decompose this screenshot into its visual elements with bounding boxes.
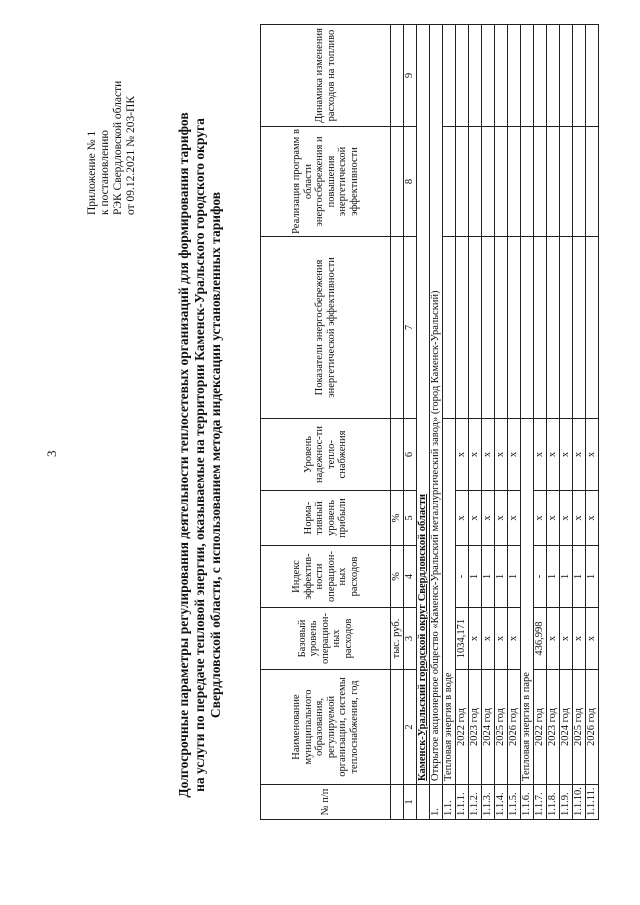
empty-cell (560, 237, 573, 419)
empty-cell (495, 127, 508, 237)
row-number: 1.1.10. (573, 785, 586, 820)
year-cell: 2026 год (586, 670, 599, 785)
empty-cell (469, 237, 482, 419)
col-header: Динамика изменения расходов на топливо (261, 25, 391, 127)
year-cell: 2026 год (508, 670, 521, 785)
reliability-cell: x (482, 419, 495, 491)
opex-cell: x (508, 608, 521, 670)
empty-cell (456, 25, 469, 127)
unit-cell (391, 419, 404, 491)
unit-cell: % (391, 491, 404, 546)
col-header: Базовый уровень операцион-ных расходов (261, 608, 391, 670)
reliability-cell: x (456, 419, 469, 491)
col-number: 9 (404, 25, 417, 127)
org-name: Открытое акционерное общество «Каменск-Уральский металлургический завод» (город Каменск-Уральский) (430, 25, 443, 785)
unit-cell: % (391, 546, 404, 608)
table-row (508, 25, 521, 820)
opex-cell: x (495, 608, 508, 670)
table-row (560, 25, 573, 820)
empty-cell (534, 237, 547, 419)
header-row (261, 25, 391, 820)
empty-cell (521, 25, 534, 127)
year-cell: 2024 год (560, 670, 573, 785)
table-row (495, 25, 508, 820)
table-row (482, 25, 495, 820)
empty-cell (508, 127, 521, 237)
row-number: 1.1.1. (456, 785, 469, 820)
empty-cell (547, 25, 560, 127)
col-number: 5 (404, 491, 417, 546)
reliability-cell: x (547, 419, 560, 491)
year-cell: 2023 год (469, 670, 482, 785)
empty-cell (443, 237, 456, 419)
empty-cell (456, 127, 469, 237)
index-cell: 1 (482, 546, 495, 608)
appendix-line: от 09.12.2021 № 203-ПК (125, 95, 137, 215)
col-header: № п/п (261, 785, 391, 820)
unit-cell (391, 25, 404, 127)
empty-cell (573, 25, 586, 127)
group-name: Тепловая энергия в паре (521, 419, 534, 785)
unit-cell: тыс. руб. (391, 608, 404, 670)
municipality-row (417, 25, 430, 820)
year-cell: 2022 год (534, 670, 547, 785)
col-header: Норма-тивный уровень прибыли (261, 491, 391, 546)
year-cell: 2024 год (482, 670, 495, 785)
profit-cell: x (482, 491, 495, 546)
row-number: 1.1.5. (508, 785, 521, 820)
empty-cell (573, 237, 586, 419)
profit-cell: x (586, 491, 599, 546)
profit-cell: x (560, 491, 573, 546)
profit-cell: x (456, 491, 469, 546)
group-name: Тепловая энергия в воде (443, 419, 456, 785)
appendix-note (86, 81, 138, 215)
column-number-row (404, 25, 417, 820)
col-number: 6 (404, 419, 417, 491)
empty-cell (482, 127, 495, 237)
opex-cell: x (482, 608, 495, 670)
empty-cell (495, 237, 508, 419)
profit-cell: x (534, 491, 547, 546)
empty-cell (521, 237, 534, 419)
empty-cell (469, 127, 482, 237)
col-number: 1 (404, 785, 417, 820)
row-number: 1.1.2. (469, 785, 482, 820)
empty-cell (469, 25, 482, 127)
group-row (521, 25, 534, 820)
col-header: Наименование муниципального образования, регулируемой организации, системы теплоснабжения, год (261, 670, 391, 785)
parameters-table (260, 24, 599, 820)
row-number: 1.1.9. (560, 785, 573, 820)
index-cell: 1 (586, 546, 599, 608)
index-cell: 1 (495, 546, 508, 608)
col-number: 3 (404, 608, 417, 670)
profit-cell: x (547, 491, 560, 546)
row-number: 1.1. (443, 785, 456, 820)
group-row (443, 25, 456, 820)
table-row (469, 25, 482, 820)
unit-row (391, 25, 404, 820)
appendix-line: к постановлению (99, 130, 111, 215)
index-cell: 1 (547, 546, 560, 608)
municipality-name: Каменск-Уральский городской округ Свердловской области (417, 25, 430, 785)
row-number: 1.1.11. (586, 785, 599, 820)
empty-cell (547, 127, 560, 237)
empty-cell (534, 127, 547, 237)
opex-cell: x (560, 608, 573, 670)
index-cell: 1 (573, 546, 586, 608)
empty-cell (456, 237, 469, 419)
opex-cell: x (469, 608, 482, 670)
opex-cell: x (573, 608, 586, 670)
page-number: 3 (44, 450, 59, 457)
empty-cell (482, 25, 495, 127)
index-cell: 1 (508, 546, 521, 608)
empty-cell (521, 127, 534, 237)
empty-cell (508, 237, 521, 419)
empty-cell (586, 237, 599, 419)
empty-cell (547, 237, 560, 419)
year-cell: 2025 год (573, 670, 586, 785)
index-cell: - (456, 546, 469, 608)
opex-cell: 436,998 (534, 608, 547, 670)
row-number: 1.1.4. (495, 785, 508, 820)
opex-cell: x (547, 608, 560, 670)
empty-cell (573, 127, 586, 237)
year-cell: 2022 год (456, 670, 469, 785)
row-number: 1.1.7. (534, 785, 547, 820)
empty-cell (560, 127, 573, 237)
col-header: Показатели энергосбережения энергетической эффективности (261, 237, 391, 419)
empty-cell (443, 127, 456, 237)
empty-cell (482, 237, 495, 419)
table-row (534, 25, 547, 820)
empty-cell (443, 25, 456, 127)
profit-cell: x (495, 491, 508, 546)
col-number: 8 (404, 127, 417, 237)
col-number: 2 (404, 670, 417, 785)
reliability-cell: x (469, 419, 482, 491)
empty-cell (508, 25, 521, 127)
index-cell: 1 (469, 546, 482, 608)
reliability-cell: x (586, 419, 599, 491)
title-line: на услуги по передаче тепловой энергии, оказываемые на территории Каменск-Уральского городского округа (192, 118, 207, 792)
table-row (456, 25, 469, 820)
empty-cell (534, 25, 547, 127)
reliability-cell: x (495, 419, 508, 491)
col-number: 7 (404, 237, 417, 419)
profit-cell: x (573, 491, 586, 546)
year-cell: 2023 год (547, 670, 560, 785)
col-header: Индекс эффектив-ности операцион-ных расходов (261, 546, 391, 608)
table-row (573, 25, 586, 820)
opex-cell: x (586, 608, 599, 670)
reliability-cell: x (560, 419, 573, 491)
empty-cell (417, 785, 430, 820)
empty-cell (560, 25, 573, 127)
profit-cell: x (508, 491, 521, 546)
empty-cell (586, 25, 599, 127)
document-title (176, 55, 224, 855)
index-cell: - (534, 546, 547, 608)
year-cell: 2025 год (495, 670, 508, 785)
empty-cell (495, 25, 508, 127)
appendix-line: Приложение № 1 (86, 130, 98, 215)
col-header: Уровень надежнос-ти тепло-снабжения (261, 419, 391, 491)
unit-cell (391, 670, 404, 785)
title-line: Долгосрочные параметры регулирования деятельности теплосетевых организаций для формирования тарифов (176, 112, 191, 798)
title-line: Свердловской области, с использованием метода индексации установленных тарифов (208, 191, 223, 719)
appendix-line: РЭК Свердловской области (112, 80, 124, 215)
index-cell: 1 (560, 546, 573, 608)
row-number: 1.1.6. (521, 785, 534, 820)
unit-cell (391, 785, 404, 820)
reliability-cell: x (534, 419, 547, 491)
table-row (586, 25, 599, 820)
row-number: 1.1.8. (547, 785, 560, 820)
reliability-cell: x (508, 419, 521, 491)
col-header: Реализация программ в области энергосбережения и повышения энергетической эффективности (261, 127, 391, 237)
row-number: 1. (430, 785, 443, 820)
col-number: 4 (404, 546, 417, 608)
org-row (430, 25, 443, 820)
unit-cell (391, 237, 404, 419)
empty-cell (586, 127, 599, 237)
row-number: 1.1.3. (482, 785, 495, 820)
opex-cell: 1034,171 (456, 608, 469, 670)
table-row (547, 25, 560, 820)
unit-cell (391, 127, 404, 237)
reliability-cell: x (573, 419, 586, 491)
profit-cell: x (469, 491, 482, 546)
